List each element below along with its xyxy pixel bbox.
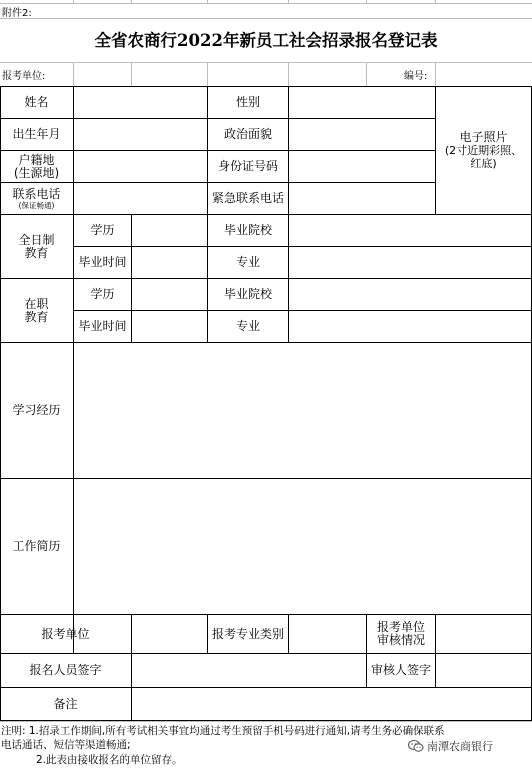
politics-field[interactable]: [289, 119, 435, 150]
remarks-field[interactable]: [132, 688, 531, 720]
apply-unit-label: 报考单位: [41, 626, 90, 641]
fulltime-gradtime-field[interactable]: [132, 247, 207, 278]
watermark-text: 南潭农商银行: [427, 740, 493, 753]
birth-field[interactable]: [74, 119, 207, 150]
attachment-label: 附件2:: [2, 7, 32, 19]
parttime-major-field[interactable]: [289, 311, 531, 342]
apply-major-label: 报考专业类别: [211, 626, 284, 641]
number-label: 编号:: [404, 71, 428, 82]
parttime-degree-label: 学历: [90, 287, 115, 301]
phone-field[interactable]: [74, 183, 207, 214]
fulltime-degree-field[interactable]: [132, 215, 207, 246]
hukou-label-sub: (生源地): [13, 165, 60, 180]
phone-label: [0, 183, 73, 214]
emergency-phone-label: 紧急联系电话: [211, 191, 284, 205]
fulltime-school-label: 毕业院校: [223, 223, 272, 237]
photo-spec-bg: 红底): [470, 157, 497, 170]
parttime-school-field[interactable]: [289, 279, 531, 310]
review-status-field[interactable]: [436, 615, 531, 653]
fulltime-label-main: 全日制: [18, 232, 55, 247]
wechat-icon: [408, 739, 424, 753]
parttime-label-main: 在职: [24, 296, 49, 311]
apply-unit-field[interactable]: [132, 615, 207, 653]
hukou-field[interactable]: [74, 151, 207, 182]
reviewer-signature-field[interactable]: [436, 654, 531, 687]
note-line-1: 注明: 1.招录工作期间,所有考试相关事宜均通过考生预留手机号码进行通知,请考生务必确保联系: [1, 725, 445, 737]
watermark: [408, 737, 493, 755]
parttime-gradtime-field[interactable]: [132, 311, 207, 342]
parttime-label-sub: 教育: [24, 309, 49, 324]
hukou-label: [0, 151, 73, 182]
parttime-gradtime-label: 毕业时间: [78, 319, 127, 333]
photo-box[interactable]: [436, 87, 531, 214]
fulltime-major-label: 专业: [235, 255, 260, 269]
review-status-label: [367, 615, 435, 653]
phone-label-note: (保证畅通): [18, 200, 55, 210]
fulltime-gradtime-label: 毕业时间: [78, 255, 127, 269]
study-history-label: 学习经历: [12, 403, 61, 417]
politics-label: 政治面貌: [223, 127, 272, 141]
note-line-2: 电话通话、短信等渠道畅通;: [1, 739, 131, 751]
review-label-main: 报考单位: [376, 620, 425, 634]
parttime-degree-field[interactable]: [132, 279, 207, 310]
unit-label: 报考单位:: [2, 71, 46, 82]
page-title: 全省农商行2022年新员工社会招录报名登记表: [94, 31, 438, 50]
fulltime-education-label: [0, 215, 73, 278]
reviewer-signature-label: 审核人签字: [370, 663, 431, 677]
photo-label: 电子照片: [459, 130, 508, 144]
work-history-field[interactable]: [74, 479, 531, 614]
id-number-field[interactable]: [289, 151, 435, 182]
applicant-signature-label: 报名人员签字: [29, 663, 102, 677]
study-history-field[interactable]: [74, 343, 531, 478]
fulltime-school-field[interactable]: [289, 215, 531, 246]
name-label: 姓名: [24, 95, 49, 109]
fulltime-degree-label: 学历: [90, 223, 115, 237]
emergency-phone-field[interactable]: [289, 183, 435, 214]
work-history-label: 工作简历: [12, 539, 61, 553]
review-label-sub: 审核情况: [376, 633, 425, 647]
note-line-3: 2.此表由接收报名的单位留存。: [36, 754, 183, 766]
apply-major-field[interactable]: [289, 615, 366, 653]
phone-label-main: 联系电话: [12, 186, 61, 201]
name-field[interactable]: [74, 87, 207, 118]
parttime-major-label: 专业: [235, 319, 260, 333]
birth-label: 出生年月: [12, 127, 61, 141]
parttime-education-label: [0, 279, 73, 342]
photo-spec: (2寸近期彩照、: [444, 144, 523, 157]
hukou-label-main: 户籍地: [18, 152, 55, 167]
parttime-school-label: 毕业院校: [223, 287, 272, 301]
remarks-label: 备注: [53, 696, 78, 711]
fulltime-major-field[interactable]: [289, 247, 531, 278]
gender-label: 性别: [235, 95, 260, 109]
gender-field[interactable]: [289, 87, 435, 118]
applicant-signature-field[interactable]: [132, 654, 366, 687]
id-number-label: 身份证号码: [217, 159, 278, 173]
fulltime-label-sub: 教育: [24, 245, 49, 260]
